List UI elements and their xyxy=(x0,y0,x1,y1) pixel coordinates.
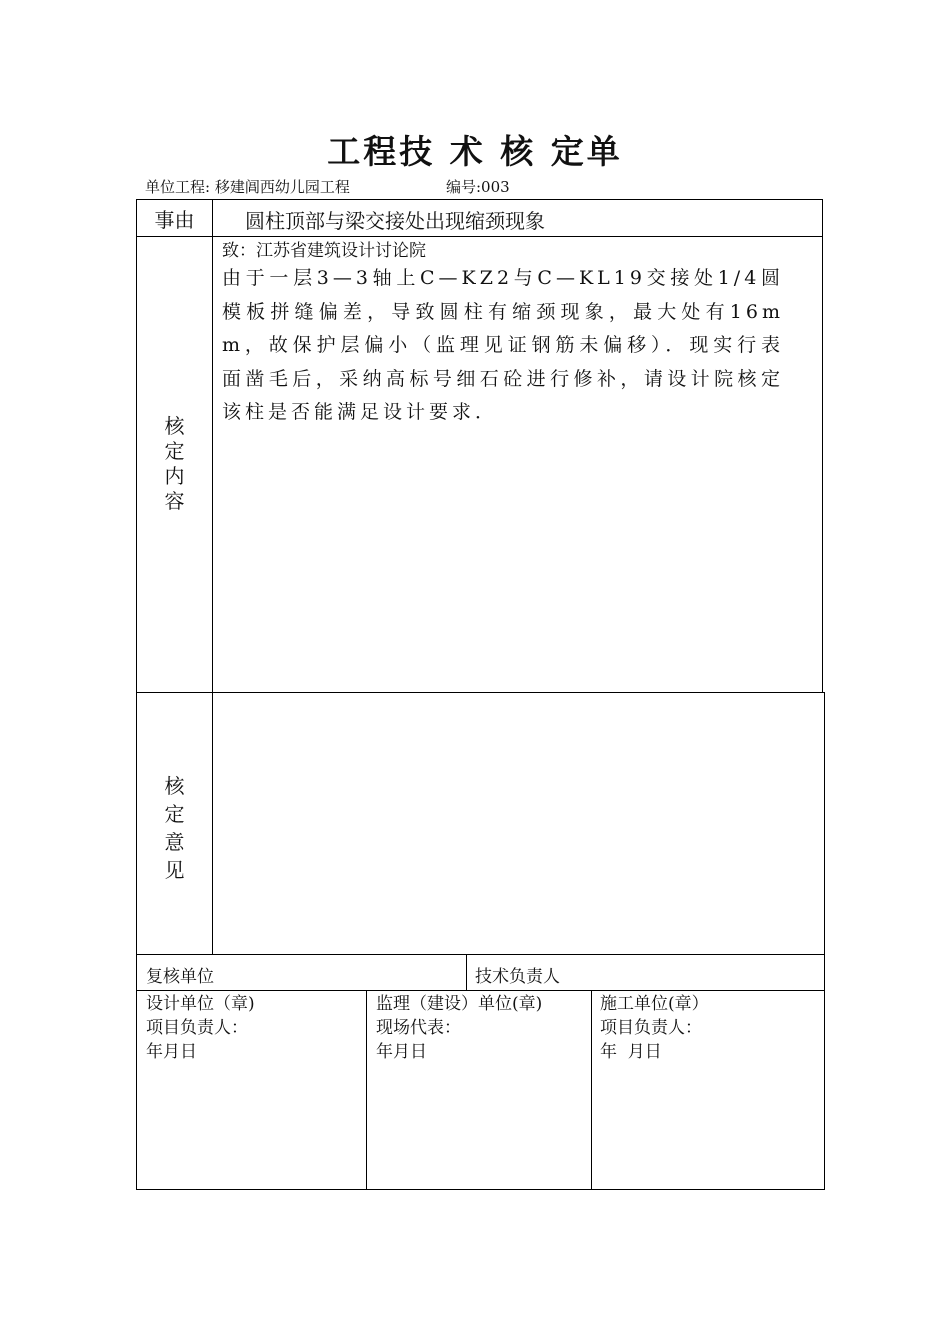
signature-design-unit xyxy=(146,992,255,1064)
signature-person: 项目负责人： xyxy=(146,1018,248,1038)
signature-person: 现场代表： xyxy=(376,1018,461,1038)
signature-unit: 施工单位(章） xyxy=(600,994,709,1014)
signature-date: 年月日 xyxy=(376,1042,427,1062)
signature-person: 项目负责人： xyxy=(600,1018,702,1038)
table-border-left xyxy=(136,199,137,1190)
signature-unit: 设计单位（章) xyxy=(146,994,255,1014)
opinion-area[interactable] xyxy=(214,694,823,953)
signature-date: 年 月日 xyxy=(600,1042,662,1062)
table-border-right-upper xyxy=(822,199,823,693)
signature-divider-2 xyxy=(591,990,592,1190)
review-unit-label: 复核单位 xyxy=(146,967,214,987)
unit-project: 单位工程: 移建阊西幼儿园工程 xyxy=(145,178,350,196)
signature-divider-1 xyxy=(366,990,367,1190)
document-number: 编号:003 xyxy=(446,178,510,196)
table-border-right-lower xyxy=(824,692,825,1190)
table-label-column-divider xyxy=(212,199,213,955)
content-body: 由于一层3—3轴上C—KZ2与C—KL19交接处1/4圆模板拼缝偏差，导致圆柱有缩颈现象，最大处有16mm，故保护层偏小（监理见证钢筋未偏移）．现实行表面凿毛后，采纳高标号细石砼进行修补，请设计院核定该柱是否能满足设计要求． xyxy=(222,267,784,423)
table-border-bottom xyxy=(136,1189,825,1190)
table-divider-review xyxy=(136,990,825,991)
opinion-label-char: 见 xyxy=(164,858,185,882)
content-label-char: 内 xyxy=(164,464,185,488)
review-row-divider xyxy=(466,954,467,991)
tech-lead-label: 技术负责人 xyxy=(475,967,560,987)
content-label-char: 核 xyxy=(164,414,185,438)
opinion-label-char: 核 xyxy=(164,774,185,798)
signature-construction-unit xyxy=(600,992,709,1064)
document-title: 工程技 术 核 定单 xyxy=(327,132,623,171)
subject-text: 圆柱顶部与梁交接处出现缩颈现象 xyxy=(245,209,545,233)
table-divider-content xyxy=(136,692,825,693)
signature-date: 年月日 xyxy=(146,1042,197,1062)
opinion-label-char: 意 xyxy=(164,830,185,854)
opinion-label-char: 定 xyxy=(164,802,185,826)
signature-unit: 监理（建设）单位(章) xyxy=(376,994,543,1014)
signature-supervision-unit xyxy=(376,992,542,1064)
table-divider-opinion xyxy=(136,954,825,955)
content-label-char: 容 xyxy=(164,489,185,513)
subject-label: 事由 xyxy=(154,207,195,232)
table-border-top xyxy=(136,199,823,200)
content-recipient: 致：江苏省建筑设计讨论院 xyxy=(222,241,426,261)
opinion-label xyxy=(137,772,212,884)
content-label xyxy=(137,414,212,514)
content-label-char: 定 xyxy=(164,439,185,463)
